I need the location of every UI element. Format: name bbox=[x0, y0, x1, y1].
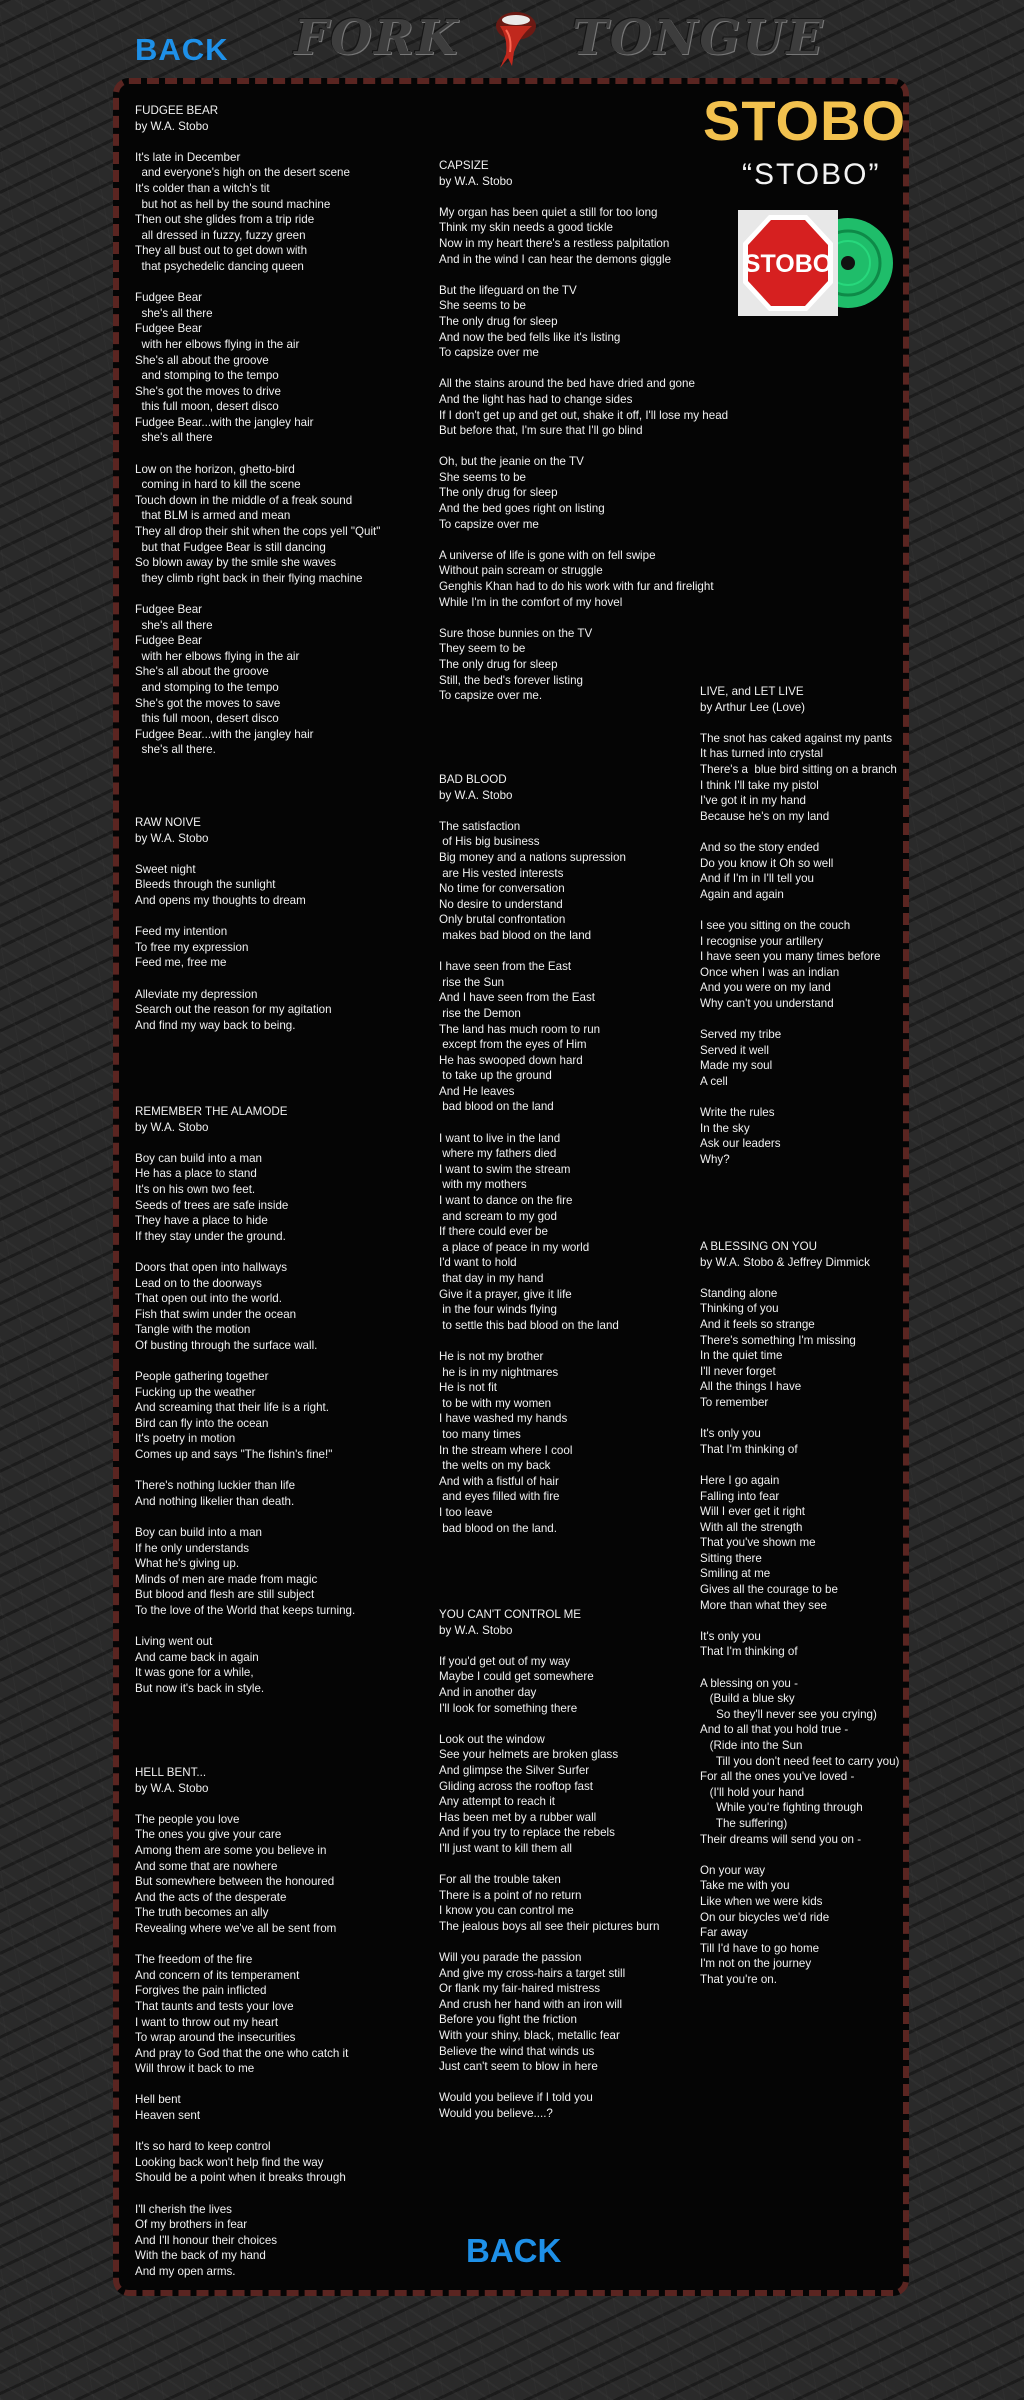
poem-you-cant-control-me: YOU CAN'T CONTROL ME by W.A. Stobo If you'd get out of my way Maybe I could get somewhere And in another day I'll look for something there Look out the window See your helmets are broken glass And glimpse the Silver Surfer Gliding across the rooftop fast Any attempt to reach it Has been met by a rubber wall And if you try to replace the rebels I'll just want to kill them all For all the trouble taken There is a point of no return I know you can control me The jealous boys all see their pictures burn Will you parade the passion And give my cross-hairs a target still Or flank my fair-haired mistress And crush her hand with an iron will Before you fight the friction With your shiny, black, metallic fear Believe the wind that winds us Just can't seem to blow in here Would you believe if I told you Would you believe....? bbox=[439, 1608, 660, 2120]
logo-word-tongue: TONGUE bbox=[572, 10, 825, 66]
poem-capsize: CAPSIZE by W.A. Stobo My organ has been quiet a still for too long Think my skin needs a good tickle Now in my heart there's a restless palpitation And in the wind I can hear the demons giggle But the lifeguard on the TV She seems to be The only drug for sleep And now the bed fells like it's listing To capsize over me All the stains around the bed have dried and gone And the light has had to change sides If I don't get up and get out, shake it off, I'll lose my head But before that, I'm sure that I'll go blind Oh, but the jeanie on the TV She seems to be The only drug for sleep And the bed goes right on listing To capsize over me A universe of life is gone with on fell swipe Without pain scream or struggle Genghis Khan had to do his work with fur and firelight While I'm in the comfort of my hovel Sure those bunnies on the TV They seem to be The only drug for sleep Still, the bed's forever listing To capsize over me. bbox=[439, 159, 729, 703]
poem-bad-blood: BAD BLOOD by W.A. Stobo The satisfaction of His big business Big money and a nations supression are His vested interests No time for conversation No desire to understand Only brutal confrontation makes bad blood on the land I have seen from the East rise the Sun And I have seen from the East rise the Demon The land has much room to run except from the eyes of Him He has swooped down hard to take up the ground And He leaves bad blood on the land I want to live in the land where my fathers died I want to swim the stream with my mothers I want to dance on the fire and scream to my god If there could ever be a place of peace in my world I'd want to hold that day in my hand Give it a prayer, give it life in the four winds flying to settle this bad blood on the land He is not my brother he is in my nightmares He is not fit to be with my women I have washed my hands too many times In the stream where I cool the welts on my back And with a fistful of hair and eyes filled with fire I too leave bad blood on the land. bbox=[439, 773, 626, 1535]
poem-remember-the-alamode: REMEMBER THE ALAMODE by W.A. Stobo Boy can build into a man He has a place to stand It's on his own two feet. Seeds of trees are safe inside They have a place to hide If they stay under the ground. Doors that open into hallways Lead on to the doorways That open out into the world. Fish that swim under the ocean Tangle with the motion Of busting through the surface wall. People gathering together Fucking up the weather And screaming that their life is a right. Bird can fly into the ocean It's poetry in motion Comes up and says "The fishin's fine!" There's nothing luckier than life And nothing likelier than death. Boy can build into a man If he only understands What he's giving up. Minds of men are made from magic But blood and flesh are still subject To the love of the World that keeps turning. Living went out And came back in again It was gone for a while, But now it's back in style. bbox=[135, 1105, 356, 1695]
back-link-top[interactable]: BACK bbox=[135, 32, 229, 67]
stop-sign-label: STOBO bbox=[743, 250, 833, 278]
artist-title: STOBO bbox=[703, 89, 907, 152]
album-title: “STOBO” bbox=[742, 158, 881, 191]
album-cover[interactable] bbox=[738, 210, 896, 316]
forked-tongue-icon bbox=[478, 8, 548, 70]
poem-live-and-let-live: LIVE, and LET LIVE by Arthur Lee (Love) The snot has caked against my pants It has turned into crystal There's a blue bird sitting on a branch I think I'll take my pistol I've got it in my hand Because he's on my land And so the story ended Do you know it Oh so well And if I'm in I'll tell you Again and again I see you sitting on the couch I recognise your artillery I have seen you many times before Once when I was an indian And you were on my land Why can't you understand Served my tribe Served it well Made my soul A cell Write the rules In the sky Ask our leaders Why? bbox=[700, 685, 897, 1166]
poem-raw-noive: RAW NOIVE by W.A. Stobo Sweet night Bleeds through the sunlight And opens my thoughts to dream Feed my intention To free my expression Feed me, free me Alleviate my depression Search out the reason for my agitation And find my way back to being. bbox=[135, 816, 332, 1032]
poem-hell-bent: HELL BENT... by W.A. Stobo The people you love The ones you give your care Among them are some you believe in And some that are nowhere But somewhere between the honoured And the acts of the desperate The truth becomes an ally Revealing where we've all be sent from The freedom of the fire And concern of its temperament Forgives the pain inflicted That taunts and tests your love I want to throw out my heart To wrap around the insecurities And pray to God that the one who catch it Will throw it back to me Hell bent Heaven sent It's so hard to keep control Looking back won't help find the way Should be a point when it breaks through I'll cherish the lives Of my brothers in fear And I'll honour their choices With the back of my hand And my open arms. bbox=[135, 1766, 349, 2278]
poem-a-blessing-on-you: A BLESSING ON YOU by W.A. Stobo & Jeffrey Dimmick Standing alone Thinking of you And it feels so strange There's something I'm missing In the quiet time I'll never forget All the things I have To remember It's only you That I'm thinking of Here I go again Falling into fear Will I ever get it right With all the strength That you've shown me Sitting there Smiling at me Gives all the courage to be More than what they see It's only you That I'm thinking of A blessing on you - (Build a blue sky So they'll never see you crying) And to all that you hold true - (Ride into the Sun Till you don't need feet to carry you) For all the ones you've loved - (I'll hold your hand While you're fighting through The suffering) Their dreams will send you on - On your way Take me with you Like when we were kids On our bicycles we'd ride Far away Till I'd have to go home I'm not on the journey That you're on. bbox=[700, 1240, 900, 1986]
poem-fudgee-bear: FUDGEE BEAR by W.A. Stobo It's late in December and everyone's high on the desert scene It's colder than a witch's tit but hot as hell by the sound machine Then out she glides from a trip ride all dressed in fuzzy, fuzzy green They all bust out to get down with that psychedelic dancing queen Fudgee Bear she's all there Fudgee Bear with her elbows flying in the air She's all about the groove and stomping to the tempo She's got the moves to drive this full moon, desert disco Fudgee Bear...with the jangley hair she's all there Low on the horizon, ghetto-bird coming in hard to kill the scene Touch down in the middle of a freak sound that BLM is armed and mean They all drop their shit when the cops yell "Quit" but that Fudgee Bear is still dancing So blown away by the smile she waves they climb right back in their flying machine Fudgee Bear she's all there Fudgee Bear with her elbows flying in the air She's all about the groove and stomping to the tempo She's got the moves to save this full moon, desert disco Fudgee Bear...with the jangley hair she's all there. bbox=[135, 104, 381, 757]
logo-word-fork: FORK bbox=[294, 10, 460, 66]
back-link-bottom[interactable]: BACK bbox=[466, 2232, 562, 2269]
site-logo[interactable] bbox=[290, 8, 825, 70]
